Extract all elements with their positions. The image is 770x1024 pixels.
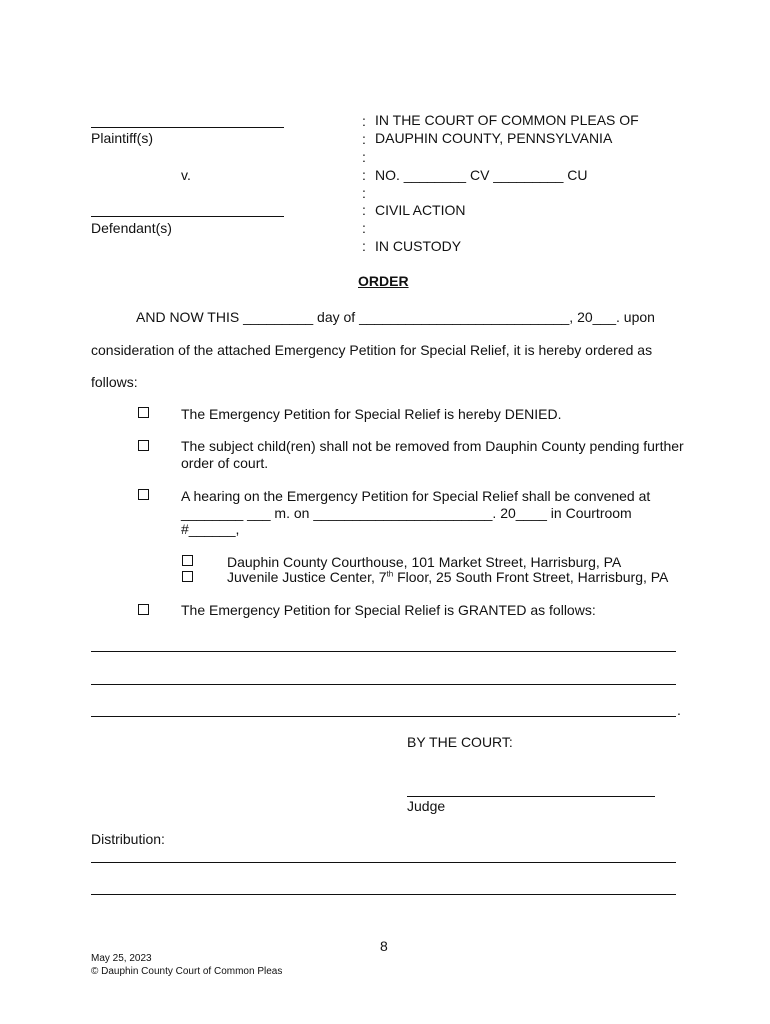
in-custody-label: IN CUSTODY	[375, 238, 462, 254]
juvenile-center-location-text: Juvenile Justice Center, 7th Floor, 25 South Front Street, Harrisburg, PA	[227, 569, 669, 585]
defendant-label: Defendant(s)	[91, 220, 172, 236]
judge-signature-line[interactable]	[407, 796, 655, 797]
plaintiff-label: Plaintiff(s)	[91, 130, 153, 146]
caption-colon: :	[362, 167, 366, 183]
footer-copyright: © Dauphin County Court of Common Pleas	[91, 966, 283, 977]
courthouse-location-text: Dauphin County Courthouse, 101 Market Street, Harrisburg, PA	[227, 554, 622, 570]
granted-option-text: The Emergency Petition for Special Relief is GRANTED as follows:	[181, 602, 596, 618]
caption-colon: :	[362, 185, 366, 201]
caption-colon: :	[362, 202, 366, 218]
caption-colon: :	[362, 131, 366, 147]
distribution-blank-line[interactable]	[91, 862, 676, 863]
courthouse-location-checkbox[interactable]	[182, 555, 193, 566]
distribution-label: Distribution:	[91, 831, 165, 847]
court-name-line1: IN THE COURT OF COMMON PLEAS OF	[375, 112, 639, 128]
order-intro-line3: follows:	[91, 374, 138, 390]
defendant-blank-line[interactable]	[91, 216, 284, 217]
order-intro-line1: AND NOW THIS _________ day of ___________________________, 20___. upon	[136, 309, 655, 325]
by-the-court-label: BY THE COURT:	[407, 734, 513, 750]
caption-colon: :	[362, 220, 366, 236]
judge-label: Judge	[407, 798, 446, 814]
versus-label: v.	[181, 167, 191, 183]
docket-number: NO. ________ CV _________ CU	[375, 167, 588, 183]
caption-colon: :	[362, 149, 366, 165]
page-number: 8	[380, 938, 388, 954]
hearing-checkbox[interactable]	[138, 489, 149, 500]
civil-action-label: CIVIL ACTION	[375, 202, 466, 218]
hearing-option-line1: A hearing on the Emergency Petition for Special Relief shall be convened at	[181, 488, 651, 504]
granted-end-period: .	[677, 702, 681, 718]
distribution-blank-line[interactable]	[91, 894, 676, 895]
granted-blank-line[interactable]	[91, 684, 676, 685]
not-removed-option-line1: The subject child(ren) shall not be removed from Dauphin County pending further	[181, 438, 684, 454]
order-intro-line2: consideration of the attached Emergency Petition for Special Relief, it is hereby ordered as	[91, 342, 653, 358]
not-removed-checkbox[interactable]	[138, 440, 149, 451]
granted-blank-line[interactable]	[91, 651, 676, 652]
caption-colon: :	[362, 113, 366, 129]
caption-colon: :	[362, 238, 366, 254]
order-title: ORDER	[358, 273, 409, 289]
not-removed-option-line2: order of court.	[181, 455, 269, 471]
granted-blank-line[interactable]	[91, 716, 676, 717]
court-name-line2: DAUPHIN COUNTY, PENNSYLVANIA	[375, 130, 613, 146]
granted-checkbox[interactable]	[138, 604, 149, 615]
hearing-option-line3: #______,	[181, 521, 240, 537]
denied-option-text: The Emergency Petition for Special Relief is hereby DENIED.	[181, 406, 562, 422]
plaintiff-blank-line[interactable]	[91, 127, 284, 128]
footer-date: May 25, 2023	[91, 953, 152, 964]
denied-checkbox[interactable]	[138, 407, 149, 418]
hearing-option-line2: ________ ___ m. on _______________________. 20____ in Courtroom	[181, 505, 632, 521]
juvenile-center-location-checkbox[interactable]	[182, 571, 193, 582]
